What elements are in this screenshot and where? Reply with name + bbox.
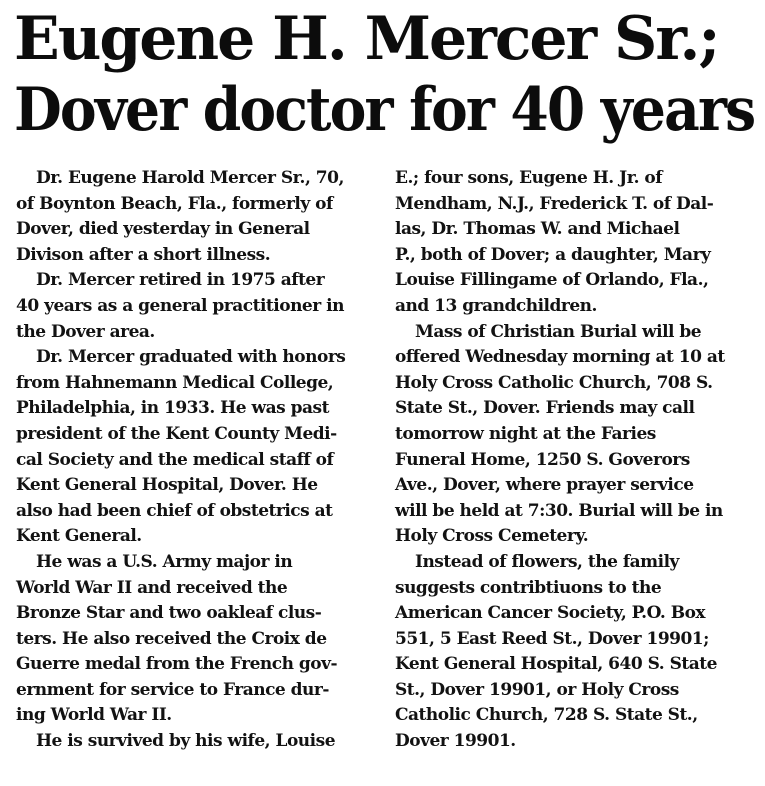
article-line: president of the Kent County Medi- [16,423,337,444]
article-line: Kent General. [16,526,142,547]
article-line: Guerre medal from the French gov- [16,654,338,675]
article-line: American Cancer Society, P.O. Box [395,603,706,624]
article-line: las, Dr. Thomas W. and Michael [395,219,680,240]
article-line: Mass of Christian Burial will be [415,321,702,342]
article-line: 551, 5 East Reed St., Dover 19901; [395,628,709,649]
article-line: Divison after a short illness. [16,244,271,265]
article-line: P., both of Dover; a daughter, Mary [395,244,711,265]
article-line: Dr. Mercer graduated with honors [36,347,346,368]
headline [14,4,754,146]
article-line: World War II and received the [16,577,288,598]
article-line: will be held at 7:30. Burial will be in [395,500,723,521]
article-line: St., Dover 19901, or Holy Cross [395,679,679,700]
article-line: Mendham, N.J., Frederick T. of Dal- [395,193,714,214]
article-line: He was a U.S. Army major in [36,551,293,572]
article-line: tomorrow night at the Faries [395,423,656,444]
article-line: 40 years as a general practitioner in [16,295,344,316]
article-line: E.; four sons, Eugene H. Jr. of [395,168,663,188]
article-line: Bronze Star and two oakleaf clus- [16,603,322,624]
article-line: State St., Dover. Friends may call [395,398,695,419]
article-line: Dover, died yesterday in General [16,219,310,240]
article-line: Funeral Home, 1250 S. Goverors [395,449,690,470]
article-line: also had been chief of obstetrics at [16,500,333,521]
article-line: of Boynton Beach, Fla., formerly of [16,193,333,214]
article-line: cal Society and the medical staff of [16,449,334,470]
article-line: Catholic Church, 728 S. State St., [395,705,698,726]
article-line: Holy Cross Catholic Church, 708 S. [395,372,713,393]
article-line: Louise Fillingame of Orlando, Fla., [395,270,709,291]
article-line: from Hahnemann Medical College, [16,372,334,393]
article-line: Philadelphia, in 1933. He was past [16,398,329,419]
article-line: Kent General Hospital, Dover. He [16,475,318,496]
article-line: offered Wednesday morning at 10 at [395,347,725,368]
article-column-right [395,166,753,755]
article-line: Kent General Hospital, 640 S. State [395,654,717,675]
article-line: Holy Cross Cemetery. [395,526,589,547]
article-line: Dr. Mercer retired in 1975 after [36,270,325,291]
article-line: the Dover area. [16,321,155,342]
article-line: Dr. Eugene Harold Mercer Sr., 70, [36,168,344,188]
article-line: ing World War II. [16,705,172,726]
article-line: Ave., Dover, where prayer service [395,475,694,496]
article-line: and 13 grandchildren. [395,295,597,316]
headline-line-2: Dover doctor for 40 years [14,75,755,145]
article-line: ernment for service to France dur- [16,679,329,700]
article-column-left [16,166,368,755]
headline-line-1: Eugene H. Mercer Sr.; [14,4,719,74]
article-line: He is survived by his wife, Louise [36,731,336,752]
article-line: suggests contribtiuons to the [395,577,662,598]
article-line: Instead of flowers, the family [415,551,679,572]
article-line: ters. He also received the Croix de [16,628,327,649]
article-line: Dover 19901. [395,731,516,752]
